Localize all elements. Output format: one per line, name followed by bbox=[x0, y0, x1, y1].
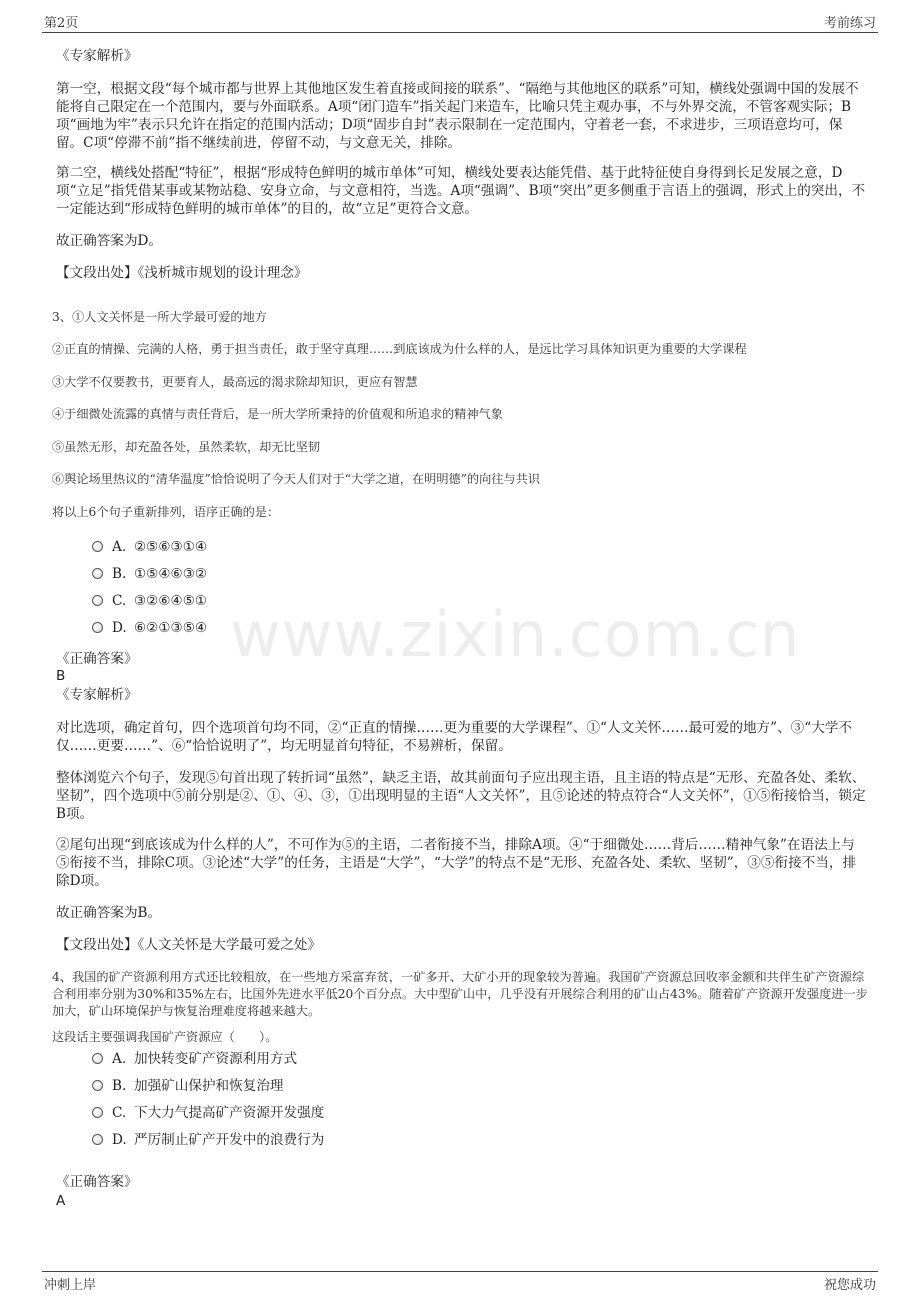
source-citation: 【文段出处】《浅析城市规划的设计理念》 bbox=[56, 265, 308, 281]
radio-icon[interactable] bbox=[92, 622, 103, 633]
answer-value: B bbox=[56, 668, 66, 684]
analysis-title: 《专家解析》 bbox=[56, 48, 138, 64]
option-b[interactable]: B. ①⑤④⑥③② bbox=[92, 564, 207, 584]
sentence-5: ⑤虽然无形，却充盈各处，虽然柔软，却无比坚韧 bbox=[52, 440, 321, 454]
source-citation: 【文段出处】《人文关怀是大学最可爱之处》 bbox=[56, 937, 322, 953]
sentence-2: ②正直的情操、完满的人格，勇于担当责任，敢于坚守真理……到底该成为什么样的人，是远比学习具体知识更为重要的大学课程 bbox=[52, 342, 747, 356]
sentence-3: ③大学不仅要教书，更要育人，最高远的渴求除却知识，更应有智慧 bbox=[52, 375, 418, 389]
sentence-1: 3、①人文关怀是一所大学最可爱的地方 bbox=[52, 310, 267, 324]
option-d[interactable]: D. 严厉制止矿产开发中的浪费行为 bbox=[92, 1130, 324, 1150]
page-number: 第2页 bbox=[44, 16, 79, 31]
radio-icon[interactable] bbox=[92, 541, 103, 552]
question-stem: 4、我国的矿产资源利用方式还比较粗放，在一些地方采富弃贫，一矿多开、大矿小开的现象较为普遍。我国矿产资源总回收率金额和共伴生矿产资源综合利用率分别为30%和35%左右，比国外先进水平低20个百分点。大中型矿山中，几乎没有开展综合利用的矿山占43%。随着矿产资源开发强度进一步加大，矿山环境保护与恢复治理难度将越来越大。 bbox=[52, 970, 868, 1018]
analysis-paragraph: 第一空，根据文段“每个城市都与世界上其他地区发生着直接或间接的联系”、“隔绝与其他地区的联系”可知，横线处强调中国的发展不能将自己限定在一个范围内，要与外面联系。A项“闭门造车”指关起门来造车，比喻只凭主观办事，不与外界交流，不管客观实际；B项“画地为牢”表示只允许在指定的范围内活动；D项“固步自封”表示限制在一定范围内，守着老一套，不求进步，三项语意均可，保留。C项“停滞不前”指不继续前进，停留不动，与文意无关，排除。 bbox=[56, 81, 859, 151]
question-prompt: 这段话主要强调我国矿产资源应（ ）。 bbox=[52, 1030, 278, 1044]
option-d[interactable]: D. ⑥②①③⑤④ bbox=[92, 618, 207, 638]
footer-right: 祝您成功 bbox=[823, 1278, 876, 1293]
radio-icon[interactable] bbox=[92, 568, 103, 579]
header-title: 考前练习 bbox=[823, 16, 876, 31]
conclusion: 故正确答案为B。 bbox=[56, 905, 162, 921]
option-c[interactable]: C. 下大力气提高矿产资源开发强度 bbox=[92, 1103, 324, 1123]
option-c[interactable]: C. ③②⑥④⑤① bbox=[92, 591, 207, 611]
sentence-6: ⑥舆论场里热议的“清华温度”恰恰说明了今天人们对于“大学之道，在明明德”的向往与共识 bbox=[52, 472, 541, 486]
option-a[interactable]: A．②⑤⑥③①④ bbox=[92, 537, 207, 557]
option-a[interactable]: A．加快转变矿产资源利用方式 bbox=[92, 1049, 297, 1069]
analysis-paragraph: 对比选项，确定首句，四个选项首句均不同，②“正直的情操……更为重要的大学课程”、①“人文关怀……最可爱的地方”、③“大学不仅……更要……”、⑥“恰恰说明了”，均无明显首句特征，不易辨析，保留。 bbox=[56, 720, 852, 754]
conclusion: 故正确答案为D。 bbox=[56, 233, 163, 249]
page-footer bbox=[42, 1271, 878, 1294]
answer-title: 《正确答案》 bbox=[56, 1174, 138, 1190]
analysis-paragraph: ②尾句出现“到底该成为什么样的人”，不可作为⑤的主语，二者衔接不当，排除A项。④“于细微处……背后……精神气象”在语法上与⑤衔接不当，排除C项。③论述“大学”的任务，主语是“大学”，“大学”的特点不是“无形、充盈各处、柔软、坚韧”，③⑤衔接不当，排除D项。 bbox=[56, 837, 857, 889]
radio-icon[interactable] bbox=[92, 1080, 103, 1091]
radio-icon[interactable] bbox=[92, 1053, 103, 1064]
page-header bbox=[42, 12, 878, 33]
option-b[interactable]: B. 加强矿山保护和恢复治理 bbox=[92, 1076, 284, 1096]
question-stem: 将以上6个句子重新排列，语序正确的是： bbox=[52, 505, 280, 519]
analysis-title: 《专家解析》 bbox=[56, 687, 138, 703]
footer-left: 冲刺上岸 bbox=[44, 1278, 97, 1293]
sentence-4: ④于细微处流露的真情与责任背后，是一所大学所秉持的价值观和所追求的精神气象 bbox=[52, 407, 503, 421]
radio-icon[interactable] bbox=[92, 1107, 103, 1118]
radio-icon[interactable] bbox=[92, 1134, 103, 1145]
answer-title: 《正确答案》 bbox=[56, 651, 138, 667]
answer-value: A bbox=[56, 1193, 66, 1209]
watermark: www.zixin.com.cn bbox=[230, 598, 801, 671]
radio-icon[interactable] bbox=[92, 595, 103, 606]
analysis-paragraph: 整体浏览六个句子，发现⑤句首出现了转折词“虽然”，缺乏主语，故其前面句子应出现主语，且主语的特点是“无形、充盈各处、柔软、坚韧”，四个选项中⑤前分别是②、①、④、③，①出现明显的主语“人文关怀”，且⑤论述的特点符合“人文关怀”，①⑤衔接恰当，锁定B项。 bbox=[56, 770, 866, 822]
analysis-paragraph: 第二空，横线处搭配“特征”，根据“形成特色鲜明的城市单体”可知，横线处要表达能凭借、基于此特征使自身得到长足发展之意，D项“立足”指凭借某事或某物站稳、安身立命，与文意相符，当选。A项“强调”、B项“突出”更多侧重于言语上的强调，形式上的突出，不一定能达到“形成特色鲜明的城市单体”的目的，故“立足”更符合文意。 bbox=[56, 165, 866, 217]
